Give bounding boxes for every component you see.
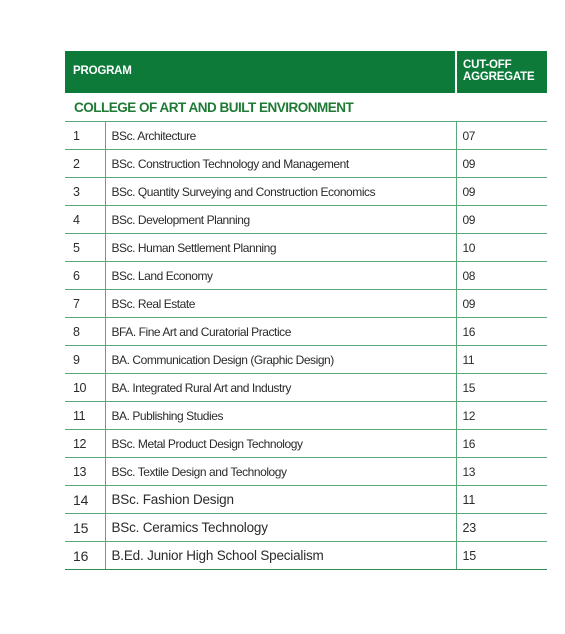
table-header-row	[65, 51, 547, 92]
row-number: 11	[65, 402, 105, 430]
row-aggregate: 09	[456, 150, 547, 178]
cutoff-header-line1: CUT-OFF	[463, 59, 512, 71]
row-number: 2	[65, 150, 105, 178]
row-aggregate: 12	[456, 402, 547, 430]
row-number: 8	[65, 318, 105, 346]
row-aggregate: 15	[456, 542, 547, 570]
row-program: BSc. Human Settlement Planning	[105, 234, 456, 262]
table-row	[65, 290, 547, 318]
row-program: BA. Communication Design (Graphic Design)	[105, 346, 456, 374]
row-program: BSc. Metal Product Design Technology	[105, 430, 456, 458]
table-row	[65, 318, 547, 346]
row-number: 7	[65, 290, 105, 318]
row-number: 4	[65, 206, 105, 234]
row-number: 16	[65, 542, 105, 570]
cutoff-table-container	[65, 51, 547, 570]
row-aggregate: 11	[456, 486, 547, 514]
table-row	[65, 430, 547, 458]
cutoff-table	[65, 51, 547, 570]
table-row	[65, 346, 547, 374]
row-program: BSc. Architecture	[105, 122, 456, 150]
row-aggregate: 15	[456, 374, 547, 402]
row-program: BSc. Ceramics Technology	[105, 514, 456, 542]
row-aggregate: 13	[456, 458, 547, 486]
row-aggregate: 08	[456, 262, 547, 290]
row-number: 10	[65, 374, 105, 402]
row-program: BSc. Construction Technology and Management	[105, 150, 456, 178]
row-program: BA. Publishing Studies	[105, 402, 456, 430]
row-number: 6	[65, 262, 105, 290]
row-number: 3	[65, 178, 105, 206]
section-row	[65, 92, 547, 122]
row-number: 15	[65, 514, 105, 542]
row-aggregate: 23	[456, 514, 547, 542]
row-number: 14	[65, 486, 105, 514]
row-aggregate: 10	[456, 234, 547, 262]
row-aggregate: 16	[456, 318, 547, 346]
row-number: 13	[65, 458, 105, 486]
program-column-header: PROGRAM	[65, 51, 456, 92]
row-number: 5	[65, 234, 105, 262]
row-program: BSc. Land Economy	[105, 262, 456, 290]
table-row	[65, 262, 547, 290]
table-row	[65, 542, 547, 570]
row-aggregate: 09	[456, 206, 547, 234]
cutoff-header-line2: AGGREGATE	[463, 71, 535, 83]
row-program: BSc. Development Planning	[105, 206, 456, 234]
table-row	[65, 514, 547, 542]
row-program: BSc. Textile Design and Technology	[105, 458, 456, 486]
row-aggregate: 07	[456, 122, 547, 150]
table-row	[65, 486, 547, 514]
row-number: 1	[65, 122, 105, 150]
table-row	[65, 206, 547, 234]
table-row	[65, 178, 547, 206]
row-program: BFA. Fine Art and Curatorial Practice	[105, 318, 456, 346]
table-row	[65, 150, 547, 178]
cutoff-column-header	[456, 51, 547, 92]
table-row	[65, 234, 547, 262]
row-aggregate: 16	[456, 430, 547, 458]
row-number: 9	[65, 346, 105, 374]
section-title: COLLEGE OF ART AND BUILT ENVIRONMENT	[65, 92, 547, 122]
table-row	[65, 374, 547, 402]
row-program: BSc. Quantity Surveying and Construction Economics	[105, 178, 456, 206]
row-program: BSc. Real Estate	[105, 290, 456, 318]
row-number: 12	[65, 430, 105, 458]
table-row	[65, 122, 547, 150]
row-program: B.Ed. Junior High School Specialism	[105, 542, 456, 570]
row-aggregate: 11	[456, 346, 547, 374]
table-row	[65, 458, 547, 486]
row-aggregate: 09	[456, 178, 547, 206]
table-row	[65, 402, 547, 430]
row-program: BA. Integrated Rural Art and Industry	[105, 374, 456, 402]
row-program: BSc. Fashion Design	[105, 486, 456, 514]
row-aggregate: 09	[456, 290, 547, 318]
